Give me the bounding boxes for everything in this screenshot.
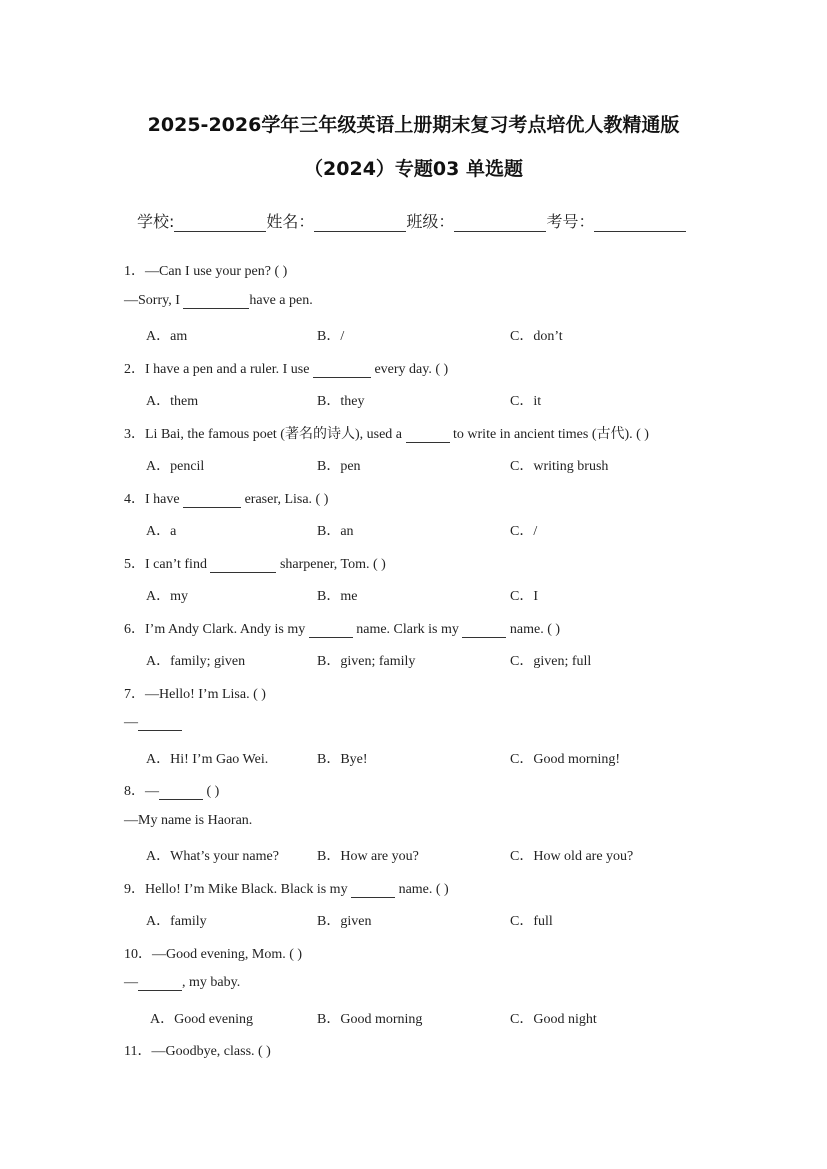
question-7-dialog [124,715,182,731]
dialog-text: — [124,975,138,990]
dialog-text: , my baby. [182,975,241,990]
option-c[interactable]: C．it [510,394,542,409]
school-label: 学校: [137,212,175,231]
question-number: 8． [124,784,145,799]
question-text: to write in ancient times (古代). ( ) [449,427,649,442]
question-text: —Can I use your pen? ( ) [145,264,288,279]
answer-blank[interactable] [313,363,371,378]
answer-blank[interactable] [183,493,241,508]
question-3 [124,423,649,443]
question-text: Li Bai, the famous poet (著名的诗人), used a [145,427,406,442]
question-text: I can’t find [145,557,211,572]
option-b[interactable]: B．an [317,524,354,539]
option-c[interactable]: C．Good morning! [510,752,621,767]
question-number: 3． [124,427,145,442]
question-text: I have [145,492,184,507]
option-a[interactable]: A．What’s your name? [146,849,279,864]
document-title-line2: （2024）专题03 单选题 [304,158,523,180]
option-b[interactable]: B．me [317,589,358,604]
question-1-dialog [124,293,313,309]
question-number: 11． [124,1044,152,1059]
class-label: 班级： [406,212,455,231]
answer-blank[interactable] [138,976,182,991]
dialog-text: have a pen. [249,293,313,308]
question-number: 5． [124,557,145,572]
question-text: eraser, Lisa. ( ) [241,492,329,507]
option-a[interactable]: A．Good evening [150,1012,254,1027]
question-number: 2． [124,362,145,377]
option-c[interactable]: C．Good night [510,1012,597,1027]
question-text: —Good evening, Mom. ( ) [152,947,303,962]
question-number: 1． [124,264,145,279]
option-c[interactable]: C．/ [510,524,538,539]
answer-blank[interactable] [406,428,450,443]
document-title-line1: 2025-2026学年三年级英语上册期末复习考点培优人教精通版 [147,114,680,136]
question-text: name. Clark is my [352,622,463,637]
option-c[interactable]: C．don’t [510,329,563,344]
answer-blank[interactable] [309,623,353,638]
question-text: —Goodbye, class. ( ) [151,1044,271,1059]
name-blank[interactable] [314,213,406,232]
question-number: 9． [124,882,145,897]
option-a[interactable]: A．my [146,589,188,604]
answer-blank[interactable] [351,883,395,898]
question-number: 7． [124,687,145,702]
question-text: —Hello! I’m Lisa. ( ) [145,687,266,702]
question-text: I have a pen and a ruler. I use [145,362,313,377]
question-number: 10． [124,947,152,962]
option-a[interactable]: A．family [146,914,207,929]
dialog-text: — [124,715,138,730]
option-c[interactable]: C．given; full [510,654,592,669]
question-text: Hello! I’m Mike Black. Black is my [145,882,352,897]
question-7 [124,683,266,703]
option-b[interactable]: B．given; family [317,654,416,669]
option-b[interactable]: B．Good morning [317,1012,423,1027]
option-a[interactable]: A．am [146,329,188,344]
question-4 [124,488,328,508]
option-a[interactable]: A．them [146,394,199,409]
option-c[interactable]: C．writing brush [510,459,609,474]
question-2 [124,358,448,378]
question-number: 4． [124,492,145,507]
question-6 [124,618,560,638]
question-9 [124,878,449,898]
option-a[interactable]: A．pencil [146,459,205,474]
exam-number-label: 考号： [546,212,595,231]
question-text: sharpener, Tom. ( ) [276,557,386,572]
exam-number-blank[interactable] [594,213,686,232]
option-a[interactable]: A．a [146,524,177,539]
question-number: 6． [124,622,145,637]
answer-blank[interactable] [210,558,276,573]
question-text: name. ( ) [506,622,561,637]
option-b[interactable]: B．/ [317,329,345,344]
question-11 [124,1040,271,1060]
question-text: every day. ( ) [370,362,449,377]
question-8-dialog [124,813,252,829]
option-b[interactable]: B．Bye! [317,752,368,767]
student-info-row [137,209,686,232]
option-b[interactable]: B．they [317,394,365,409]
name-label: 姓名： [266,212,315,231]
dialog-text: —My name is Haoran. [124,813,253,828]
option-b[interactable]: B．pen [317,459,361,474]
answer-blank[interactable] [462,623,506,638]
question-1 [124,260,287,280]
answer-blank[interactable] [138,716,182,731]
answer-blank[interactable] [159,785,203,800]
option-c[interactable]: C．full [510,914,553,929]
option-b[interactable]: B．given [317,914,372,929]
dialog-text: —Sorry, I [124,293,184,308]
option-a[interactable]: A．Hi! I’m Gao Wei. [146,752,269,767]
school-blank[interactable] [174,213,266,232]
question-text: — [145,784,159,799]
option-c[interactable]: C．How old are you? [510,849,634,864]
answer-blank[interactable] [183,294,249,309]
option-a[interactable]: A．family; given [146,654,246,669]
question-text: I’m Andy Clark. Andy is my [145,622,309,637]
question-text: ( ) [203,784,220,799]
option-c[interactable]: C．I [510,589,538,604]
question-text: name. ( ) [395,882,449,897]
class-blank[interactable] [454,213,546,232]
question-5 [124,553,386,573]
question-10 [124,943,302,963]
option-b[interactable]: B．How are you? [317,849,419,864]
question-8 [124,780,219,800]
question-10-dialog [124,975,240,991]
